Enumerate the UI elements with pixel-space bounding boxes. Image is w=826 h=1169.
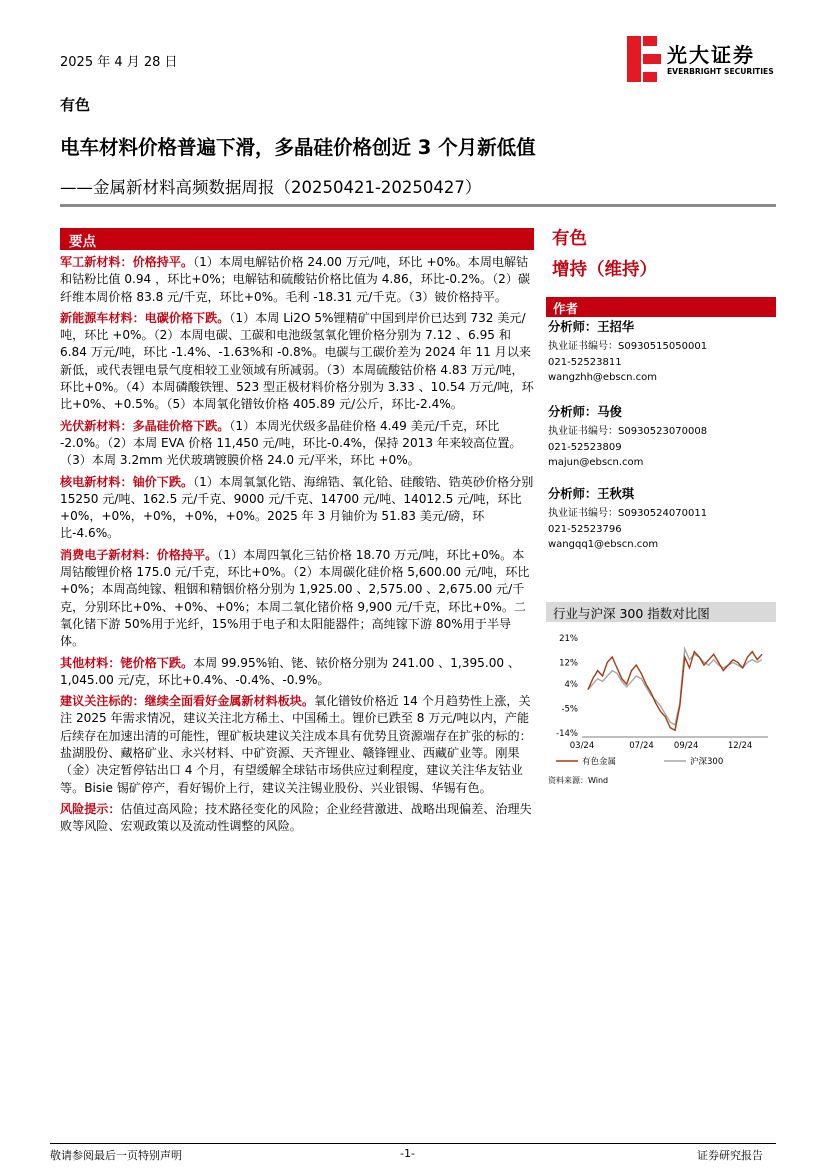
analyst-name: 分析师：王秋琪 bbox=[548, 487, 635, 501]
chart-header bbox=[546, 602, 776, 622]
paragraph-recommendations bbox=[60, 693, 534, 797]
analyst-name: 分析师：马俊 bbox=[548, 405, 622, 419]
report-subtitle: ——金属新材料高频数据周报（20250421-20250427） bbox=[60, 178, 482, 197]
paragraph-new-energy bbox=[60, 310, 534, 414]
paragraph-lead: 军工新材料：价格持平。 bbox=[60, 255, 194, 269]
footer-page-number: -1- bbox=[400, 1147, 415, 1160]
sidebar-sector: 有色 bbox=[552, 229, 587, 249]
analyst-license: 执业证书编号：S0930515050001 bbox=[548, 340, 708, 352]
paragraph-lead: 其他材料：铑价格下跌。 bbox=[60, 655, 194, 670]
footer-divider bbox=[50, 1143, 776, 1144]
analyst-card bbox=[548, 487, 776, 553]
logo-text-en: EVERBRIGHT SECURITIES bbox=[667, 67, 774, 76]
key-points-header-label: 要点 bbox=[69, 234, 96, 250]
paragraph-military bbox=[60, 254, 534, 306]
paragraph-text: （1）本周氧氯化锆、海绵锆、氧化铪、硅酸锆、锆英砂价格分别 15250 元/吨、162.5 元/千克、9000 元/千克、14700 元/吨、14012.5 元/吨，环比+0%，+0%，+0%，+0%，+0%。2025 年 3 月铀价为 51.83 美元/磅，环比-4.6%。 bbox=[60, 474, 534, 541]
chart-header-label: 行业与沪深 300 指数对比图 bbox=[553, 606, 710, 621]
footer-disclaimer: 敬请参阅最后一页特别声明 bbox=[50, 1149, 182, 1162]
paragraph-text: （1）本周光伏级多晶硅价格 4.49 美元/千克，环比 -2.0%。（2）本周 EVA 价格 11,450 元/吨，环比-0.4%，保持 2013 年来较高位置。（3）本周 3.2mm 光伏玻璃镀膜价格 24.0 元/平米，环比 +0%。 bbox=[60, 418, 522, 468]
paragraph-text: 估值过高风险；技术路径变化的风险；企业经营激进、战略出现偏差、治理失败等风险、宏观政策以及流动性调整的风险。 bbox=[60, 801, 532, 834]
paragraph-lead: 新能源车材料：电碳价格下跌。 bbox=[60, 310, 230, 325]
x-tick-label: 12/24 bbox=[727, 741, 753, 751]
y-tick-label: 12% bbox=[559, 658, 578, 669]
analyst-license: 执业证书编号：S0930524070011 bbox=[548, 507, 708, 519]
chart-source: 资料来源：Wind bbox=[548, 776, 609, 785]
paragraph-lead: 消费电子新材料：价格持平。 bbox=[60, 547, 218, 562]
x-tick-label: 03/24 bbox=[569, 741, 595, 751]
paragraph-risks bbox=[60, 801, 534, 836]
analyst-phone: 021-52523809 bbox=[548, 441, 622, 453]
sidebar-rating: 增持（维持） bbox=[552, 260, 657, 280]
y-tick-label: 21% bbox=[559, 634, 578, 644]
report-sector: 有色 bbox=[60, 96, 91, 114]
paragraph-text: 本周 99.95%铂、铑、铱价格分别为 241.00 、1,395.00 、1,045.00 元/克，环比+0.4%、-0.4%、-0.9%。 bbox=[60, 655, 521, 687]
x-tick-label: 09/24 bbox=[673, 741, 699, 751]
authors-header bbox=[546, 297, 776, 317]
report-title: 电车材料价格普遍下滑，多晶硅价格创近 3 个月新低值 bbox=[60, 136, 536, 159]
analyst-card bbox=[548, 320, 776, 386]
authors-header-label: 作者 bbox=[553, 301, 579, 316]
analyst-phone: 021-52523811 bbox=[548, 356, 622, 368]
footer-report-type: 证券研究报告 bbox=[697, 1149, 763, 1162]
paragraph-lead: 建议关注标的：继续全面看好金属新材料板块。 bbox=[60, 694, 314, 709]
paragraph-text: （1）本周 Li2O 5%锂精矿中国到岸价已达到 732 美元/吨，环比 +0%。（2）本周电碳、工碳和电池级氢氧化锂价格分别为 7.12 、6.95 和 6.84 万元/吨，环比 -1.4%、-1.63%和 -0.8%。电碳与工碳价差为 2024 年 11 月以来新低，或代表锂电景气度相较工业领域有所减弱。（3）本周硫酸钴价格 4.83 万元/吨，环比+0%。（4）本周磷酸铁锂、523 型正极材料价格分别为 3.33 、10.54 万元/吨，环比+0%、+0.5%。（5）本周氧化镨钕价格 405.89 元/公斤，环比-2.4%。 bbox=[60, 310, 534, 412]
x-tick-label: 07/24 bbox=[629, 741, 654, 751]
report-date: 2025 年 4 月 28 日 bbox=[60, 55, 178, 70]
analyst-email[interactable]: wangzhh@ebscn.com bbox=[548, 372, 657, 384]
analyst-phone: 021-52523796 bbox=[548, 523, 622, 535]
paragraph-lead: 核电新材料：铀价下跌。 bbox=[60, 474, 194, 489]
paragraph-text: 氧化镨钕价格近 14 个月趋势性上涨，关注 2025 年需求情况，建议关注北方稀土、中国稀土。锂价已跌至 8 万元/吨以内，产能后续存在加速出清的可能性，锂矿板块建议关注成本具有优势且资源端存在扩张的标的：盐湖股份、藏格矿业、永兴材料、中矿资源、天齐锂业、赣锋锂业、西藏矿业等。刚果（金）决定暂停钴出口 4 个月，有望缓解全球钴市场供应过剩程度，建议关注华友钴业等。Bisie 锡矿停产，看好锡价上行，建议关注锡业股份、兴业银锡、华锡有色。 bbox=[60, 694, 532, 795]
index-comparison-chart bbox=[546, 628, 776, 788]
legend-label: 沪深300 bbox=[690, 757, 724, 767]
paragraph-other bbox=[60, 655, 534, 690]
analyst-name: 分析师：王招华 bbox=[548, 320, 635, 334]
analyst-license: 执业证书编号：S0930523070008 bbox=[548, 425, 708, 437]
everbright-logo-icon bbox=[627, 36, 661, 82]
paragraph-consumer-electronics bbox=[60, 547, 534, 651]
paragraph-text: （1）本周四氧化三钴价格 18.70 万元/吨，环比+0%。本周钴酸锂价格 175.0 元/千克，环比+0%。（2）本周碳化硅价格 5,600.00 元/吨，环比 +0%；本周高纯镓、粗铟和精铟价格分别为 1,925.00 、2,575.00 、2,675.00 元/千克，分别环比+0%、+0%、+0%；本周二氧化锗价格 9,900 元/千克，环比+0%。二氧化锗下游 50%用于光纤，15%用于电子和太阳能器件；高纯镓下游 80%用于半导体。 bbox=[60, 547, 530, 649]
logo-text-cn: 光大证券 bbox=[667, 43, 755, 67]
y-tick-label: 4% bbox=[564, 680, 578, 691]
paragraph-text: （1）本周电解钴价格 24.00 万元/吨，环比 +0%。本周电解钴和钴粉比值 0.94 ，环比+0%；电解钴和硫酸钴价格比值为 4.86，环比-0.2%。（2）碳纤维本周价格 83.8 元/千克，环比+0%。毛利 -18.31 元/千克。（3）铍价格持平。 bbox=[60, 255, 531, 304]
paragraph-photovoltaic bbox=[60, 418, 534, 470]
key-points-header bbox=[60, 228, 534, 250]
paragraph-lead: 风险提示： bbox=[60, 801, 121, 816]
logo bbox=[627, 36, 777, 82]
y-tick-label: -14% bbox=[556, 729, 578, 739]
analyst-email[interactable]: majun@ebscn.com bbox=[548, 457, 644, 469]
y-tick-label: -5% bbox=[561, 704, 578, 715]
analyst-email[interactable]: wangqq1@ebscn.com bbox=[548, 539, 659, 551]
paragraph-lead: 光伏新材料：多晶硅价格下跌。 bbox=[60, 418, 230, 433]
paragraph-nuclear bbox=[60, 474, 534, 543]
key-points-body bbox=[60, 254, 534, 840]
analyst-card bbox=[548, 405, 776, 471]
header-divider bbox=[60, 204, 776, 207]
legend-label: 有色金属 bbox=[582, 757, 617, 767]
